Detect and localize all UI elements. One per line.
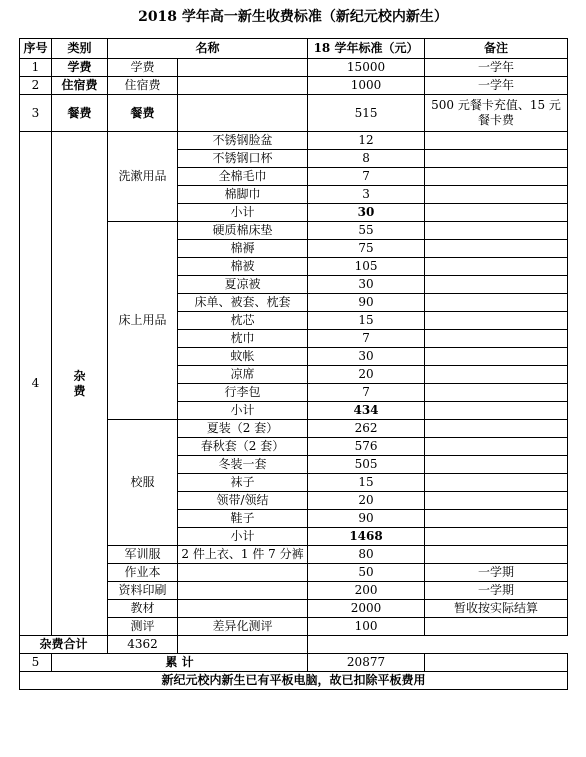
item-remark	[425, 438, 568, 456]
item-name: 枕芯	[178, 312, 308, 330]
row-no: 1	[20, 59, 52, 77]
item-name: 冬装一套	[178, 456, 308, 474]
row-remark: 一学年	[425, 59, 568, 77]
item-remark	[425, 186, 568, 204]
item-amount: 100	[308, 618, 425, 636]
item-name: 棉被	[178, 258, 308, 276]
grand-total-label: 累 计	[52, 654, 308, 672]
table-row	[20, 95, 568, 132]
item-remark: 一学期	[425, 564, 568, 582]
item-name: 差异化测评	[178, 618, 308, 636]
row-remark: 500 元餐卡充值、15 元餐卡费	[425, 95, 568, 132]
header-name: 名称	[108, 39, 308, 59]
footnote: 新纪元校内新生已有平板电脑，故已扣除平板费用	[20, 672, 568, 690]
item-name: 春秋套（2 套）	[178, 438, 308, 456]
item-name: 2 件上衣、1 件 7 分裤	[178, 546, 308, 564]
item-remark	[425, 546, 568, 564]
header-remark: 备注	[425, 39, 568, 59]
item-name: 行李包	[178, 384, 308, 402]
group-workbook: 作业本	[108, 564, 178, 582]
item-amount: 8	[308, 150, 425, 168]
item-amount: 7	[308, 384, 425, 402]
item-name: 凉席	[178, 366, 308, 384]
header-category: 类别	[52, 39, 108, 59]
item-remark	[425, 474, 568, 492]
row-amount: 515	[308, 95, 425, 132]
item-name: 硬质棉床垫	[178, 222, 308, 240]
misc-total-amount: 4362	[108, 636, 178, 654]
fee-table	[19, 38, 568, 690]
table-row	[20, 654, 568, 672]
item-remark	[425, 168, 568, 186]
item-amount: 15	[308, 312, 425, 330]
item-remark	[425, 132, 568, 150]
item-remark	[425, 402, 568, 420]
group-uniform: 校服	[108, 420, 178, 546]
row-name-detail	[178, 77, 308, 95]
subtotal-amount: 1468	[308, 528, 425, 546]
row-no: 3	[20, 95, 52, 132]
item-remark	[425, 294, 568, 312]
table-row	[20, 636, 568, 654]
row-name-detail	[178, 95, 308, 132]
item-amount: 576	[308, 438, 425, 456]
item-amount: 75	[308, 240, 425, 258]
misc-total-label: 杂费合计	[20, 636, 108, 654]
subtotal-amount: 30	[308, 204, 425, 222]
item-name: 蚊帐	[178, 348, 308, 366]
item-remark	[425, 330, 568, 348]
item-name: 领带/领结	[178, 492, 308, 510]
item-remark	[425, 528, 568, 546]
table-row	[20, 132, 568, 150]
row-no: 5	[20, 654, 52, 672]
row-category: 餐费	[52, 95, 108, 132]
item-amount: 55	[308, 222, 425, 240]
group-wash: 洗漱用品	[108, 132, 178, 222]
row-amount: 1000	[308, 77, 425, 95]
item-amount: 15	[308, 474, 425, 492]
item-remark	[425, 204, 568, 222]
item-amount: 12	[308, 132, 425, 150]
item-name	[178, 564, 308, 582]
header-no: 序号	[20, 39, 52, 59]
item-amount: 30	[308, 348, 425, 366]
item-remark	[425, 276, 568, 294]
item-amount: 105	[308, 258, 425, 276]
group-evaluation: 测评	[108, 618, 178, 636]
item-amount: 3	[308, 186, 425, 204]
item-name: 棉褥	[178, 240, 308, 258]
subtotal-label: 小计	[178, 204, 308, 222]
item-remark	[425, 654, 568, 672]
item-remark: 暂收按实际结算	[425, 600, 568, 618]
item-name: 鞋子	[178, 510, 308, 528]
group-military: 军训服	[108, 546, 178, 564]
item-remark	[425, 222, 568, 240]
item-name	[178, 582, 308, 600]
group-textbook: 教材	[108, 600, 178, 618]
item-amount: 7	[308, 330, 425, 348]
row-name: 餐费	[108, 95, 178, 132]
misc-category-label: 杂费	[73, 368, 86, 398]
item-amount: 50	[308, 564, 425, 582]
misc-category	[52, 132, 108, 636]
item-amount: 262	[308, 420, 425, 438]
item-remark	[425, 492, 568, 510]
group-bedding: 床上用品	[108, 222, 178, 420]
item-remark	[425, 366, 568, 384]
item-name: 枕巾	[178, 330, 308, 348]
item-name: 夏凉被	[178, 276, 308, 294]
header-standard: 18 学年标准（元）	[308, 39, 425, 59]
subtotal-label: 小计	[178, 402, 308, 420]
subtotal-label: 小计	[178, 528, 308, 546]
item-amount: 30	[308, 276, 425, 294]
row-name-detail	[178, 59, 308, 77]
footnote-row	[20, 672, 568, 690]
item-remark	[425, 312, 568, 330]
item-name: 夏装（2 套）	[178, 420, 308, 438]
item-name: 全棉毛巾	[178, 168, 308, 186]
row-no: 2	[20, 77, 52, 95]
item-remark	[178, 636, 308, 654]
row-name: 学费	[108, 59, 178, 77]
item-name: 棉脚巾	[178, 186, 308, 204]
subtotal-amount: 434	[308, 402, 425, 420]
item-remark: 一学期	[425, 582, 568, 600]
table-row	[20, 59, 568, 77]
item-amount: 20	[308, 492, 425, 510]
row-amount: 15000	[308, 59, 425, 77]
item-name: 袜子	[178, 474, 308, 492]
item-remark	[425, 456, 568, 474]
header-row	[20, 39, 568, 59]
item-amount: 90	[308, 294, 425, 312]
item-remark	[425, 240, 568, 258]
item-amount: 90	[308, 510, 425, 528]
item-remark	[425, 384, 568, 402]
item-name: 床单、被套、枕套	[178, 294, 308, 312]
item-amount: 80	[308, 546, 425, 564]
row-category: 学费	[52, 59, 108, 77]
row-category: 住宿费	[52, 77, 108, 95]
page-title: 2018 学年高一新生收费标准（新纪元校内新生）	[138, 9, 448, 25]
item-amount: 2000	[308, 600, 425, 618]
item-remark	[425, 420, 568, 438]
item-amount: 505	[308, 456, 425, 474]
item-remark	[425, 618, 568, 636]
item-remark	[425, 258, 568, 276]
item-amount: 200	[308, 582, 425, 600]
item-name: 不锈钢口杯	[178, 150, 308, 168]
grand-total-amount: 20877	[308, 654, 425, 672]
row-name: 住宿费	[108, 77, 178, 95]
item-amount: 20	[308, 366, 425, 384]
item-amount: 7	[308, 168, 425, 186]
row-no: 4	[20, 132, 52, 636]
item-name	[178, 600, 308, 618]
row-remark: 一学年	[425, 77, 568, 95]
item-remark	[425, 150, 568, 168]
item-name: 不锈钢脸盆	[178, 132, 308, 150]
table-row	[20, 77, 568, 95]
group-printing: 资料印刷	[108, 582, 178, 600]
item-remark	[425, 510, 568, 528]
item-remark	[425, 348, 568, 366]
